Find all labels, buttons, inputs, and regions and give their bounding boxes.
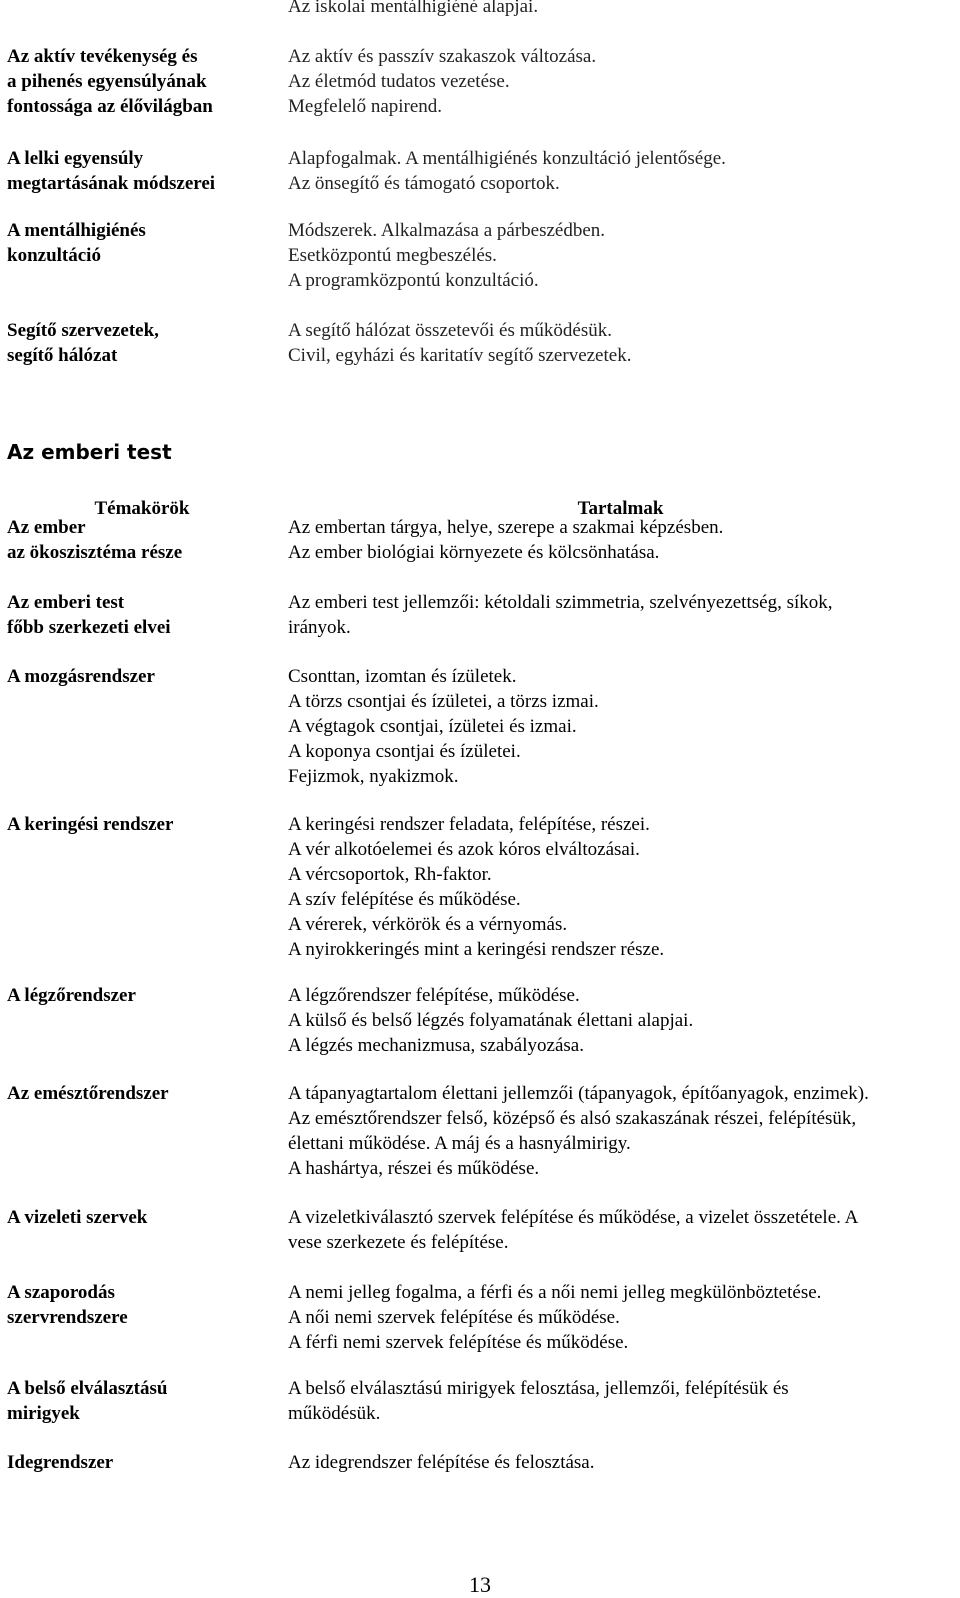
topic-cell — [7, 218, 277, 268]
content-cell — [288, 1376, 953, 1426]
content-line: A női nemi szervek felépítése és működése. — [288, 1307, 620, 1328]
topic-cell — [7, 1376, 277, 1426]
content-line: Módszerek. Alkalmazása a párbeszédben. — [288, 220, 606, 241]
topic-line: konzultáció — [7, 245, 101, 266]
topic-cell — [7, 1450, 277, 1475]
topic-line: segítő hálózat — [7, 345, 118, 366]
content-line: Az emberi test jellemzői: kétoldali szimmetria, szelvényezettség, síkok, — [288, 592, 833, 613]
content-line: A törzs csontjai és ízületei, a törzs izmai. — [288, 691, 599, 712]
topic-line: szervrendszere — [7, 1307, 128, 1328]
topic-line: A belső elválasztású — [7, 1378, 168, 1399]
content-line: A vér alkotóelemei és azok kóros elváltozásai. — [288, 839, 640, 860]
content-line: működésük. — [288, 1403, 381, 1424]
content-line: Az idegrendszer felépítése és felosztása. — [288, 1452, 595, 1473]
topic-cell — [7, 664, 277, 689]
topic-cell — [7, 515, 277, 565]
content-cell — [288, 1205, 953, 1255]
content-line: A vérerek, vérkörök és a vérnyomás. — [288, 914, 568, 935]
content-line: A szív felépítése és működése. — [288, 889, 521, 910]
content-line: A tápanyagtartalom élettani jellemzői (tápanyagok, építőanyagok, enzimek). — [288, 1083, 869, 1104]
content-cell — [288, 983, 953, 1058]
topic-line: A légzőrendszer — [7, 985, 136, 1006]
topic-line: Az ember — [7, 517, 86, 538]
content-line: A keringési rendszer feladata, felépítése, részei. — [288, 814, 650, 835]
topic-line: A keringési rendszer — [7, 814, 174, 835]
topic-line: Az emésztőrendszer — [7, 1083, 169, 1104]
content-line: A vércsoportok, Rh-faktor. — [288, 864, 492, 885]
content-line: Az életmód tudatos vezetése. — [288, 71, 510, 92]
topic-line: A vizeleti szervek — [7, 1207, 148, 1228]
topic-cell — [7, 590, 277, 640]
content-cell — [288, 0, 953, 19]
content-line: Az emésztőrendszer felső, középső és alsó szakaszának részei, felépítésük, — [288, 1108, 857, 1129]
topic-line: fontossága az élővilágban — [7, 96, 213, 117]
content-cell — [288, 664, 953, 789]
content-line: A végtagok csontjai, ízületei és izmai. — [288, 716, 577, 737]
content-line: A hashártya, részei és működése. — [288, 1158, 540, 1179]
content-cell — [288, 1280, 953, 1355]
topic-cell — [7, 146, 277, 196]
content-cell — [288, 218, 953, 293]
content-cell — [288, 1450, 953, 1475]
content-line: irányok. — [288, 617, 351, 638]
topic-line: A mozgásrendszer — [7, 666, 155, 687]
content-cell — [288, 44, 953, 119]
topic-line: A szaporodás — [7, 1282, 115, 1303]
topic-cell — [7, 1280, 277, 1330]
content-line: A belső elválasztású mirigyek felosztása, jellemzői, felépítésük és — [288, 1378, 789, 1399]
topic-line: A lelki egyensúly — [7, 148, 144, 169]
topic-cell — [7, 44, 277, 119]
content-line: Az ember biológiai környezete és kölcsönhatása. — [288, 542, 660, 563]
content-line: Az aktív és passzív szakaszok változása. — [288, 46, 597, 67]
topic-cell — [7, 983, 277, 1008]
topic-line: főbb szerkezeti elvei — [7, 617, 171, 638]
content-line: A segítő hálózat összetevői és működésük. — [288, 320, 612, 341]
topic-line: Idegrendszer — [7, 1452, 114, 1473]
content-line: Civil, egyházi és karitatív segítő szervezetek. — [288, 345, 632, 366]
content-cell — [288, 318, 953, 368]
topic-cell — [7, 1081, 277, 1106]
content-cell — [288, 1081, 953, 1181]
topic-line: a pihenés egyensúlyának — [7, 71, 207, 92]
content-line: vese szerkezete és felépítése. — [288, 1232, 509, 1253]
section-title: Az emberi test — [7, 440, 172, 464]
content-line: Megfelelő napirend. — [288, 96, 443, 117]
topic-line: az ökoszisztéma része — [7, 542, 183, 563]
content-line: A nemi jelleg fogalma, a férfi és a női nemi jelleg megkülönböztetése. — [288, 1282, 822, 1303]
content-cell — [288, 515, 953, 565]
content-line: Fejizmok, nyakizmok. — [288, 766, 459, 787]
content-line: A programközpontú konzultáció. — [288, 270, 539, 291]
content-cell — [288, 146, 953, 196]
content-line: A férfi nemi szervek felépítése és működése. — [288, 1332, 629, 1353]
topic-line: Az aktív tevékenység és — [7, 46, 198, 67]
content-line: Csonttan, izomtan és ízületek. — [288, 666, 517, 687]
content-cell — [288, 590, 953, 640]
content-line: A koponya csontjai és ízületei. — [288, 741, 521, 762]
topic-cell — [7, 1205, 277, 1230]
topic-line: Segítő szervezetek, — [7, 320, 159, 341]
content-line: Alapfogalmak. A mentálhigiénés konzultáció jelentősége. — [288, 148, 726, 169]
topic-cell — [7, 318, 277, 368]
column-header-topics: Témakörök — [94, 498, 190, 519]
content-line: Esetközpontú megbeszélés. — [288, 245, 497, 266]
content-line: Az önsegítő és támogató csoportok. — [288, 173, 560, 194]
column-header-contents: Tartalmak — [577, 498, 664, 519]
content-line: A légzés mechanizmusa, szabályozása. — [288, 1035, 584, 1056]
content-cell — [288, 812, 953, 962]
topic-line: mirigyek — [7, 1403, 80, 1424]
content-line: A külső és belső légzés folyamatának élettani alapjai. — [288, 1010, 694, 1031]
content-line: A légzőrendszer felépítése, működése. — [288, 985, 580, 1006]
content-line: Az embertan tárgya, helye, szerepe a szakmai képzésben. — [288, 517, 724, 538]
content-line: élettani működése. A máj és a hasnyálmirigy. — [288, 1133, 631, 1154]
topic-line: megtartásának módszerei — [7, 173, 216, 194]
topic-cell — [7, 812, 277, 837]
page-number: 13 — [469, 1572, 491, 1597]
content-line: A vizeletkiválasztó szervek felépítése és működése, a vizelet összetétele. A — [288, 1207, 859, 1228]
content-line: A nyirokkeringés mint a keringési rendszer része. — [288, 939, 665, 960]
content-line: Az iskolai mentálhigiéné alapjai. — [288, 0, 539, 17]
topic-line: Az emberi test — [7, 592, 125, 613]
topic-line: A mentálhigiénés — [7, 220, 146, 241]
